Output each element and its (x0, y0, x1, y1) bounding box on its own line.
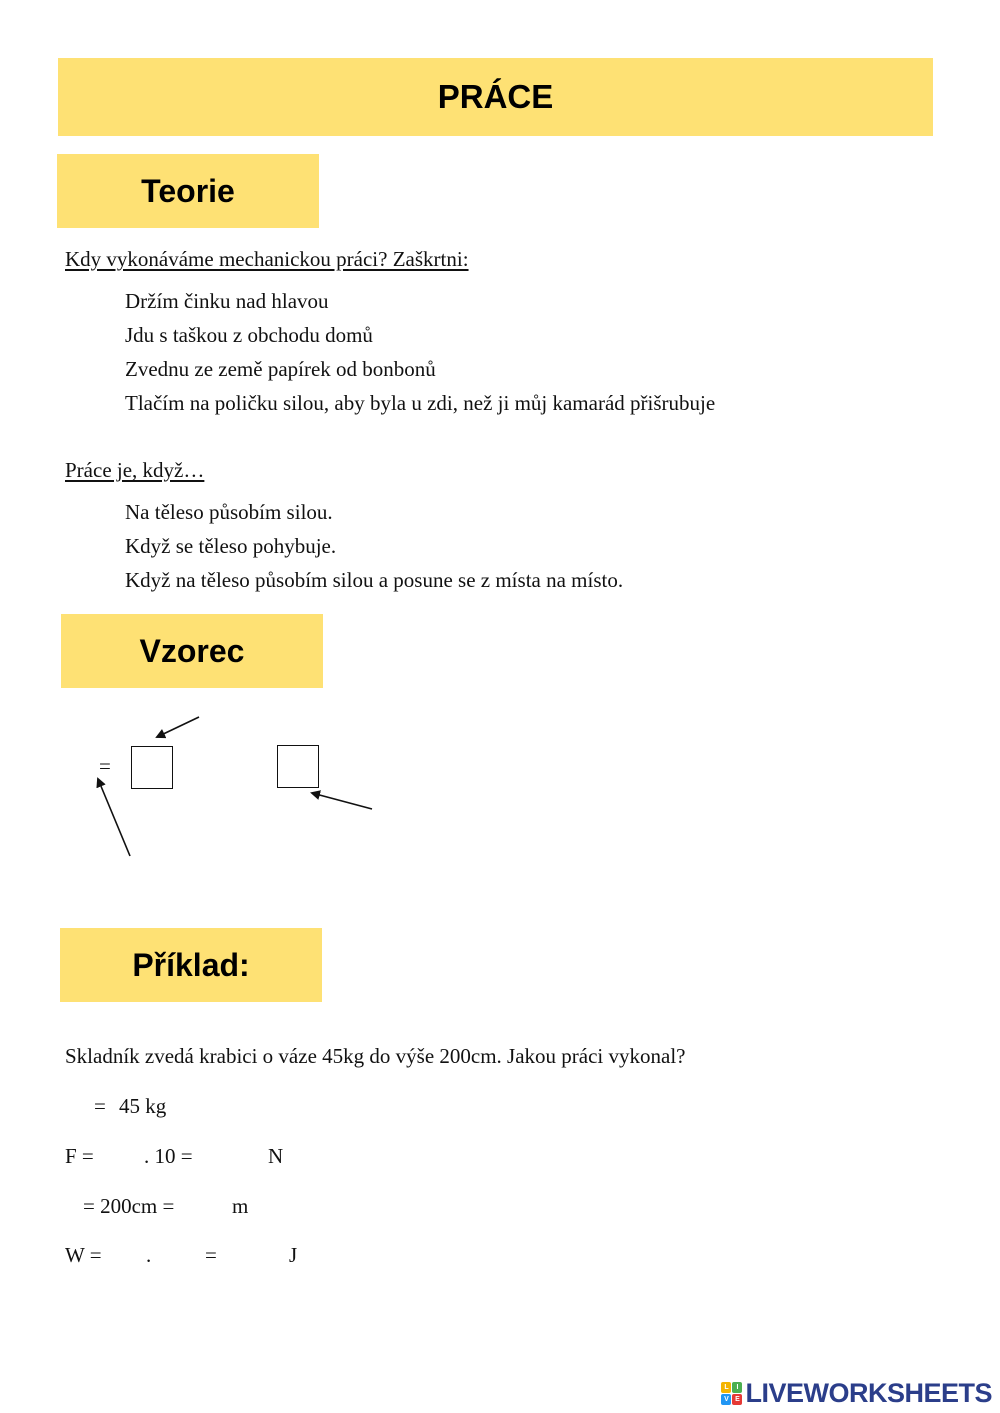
example-line3-unit: m (232, 1194, 249, 1218)
page-title: PRÁCE (58, 58, 933, 136)
question2-option[interactable]: Na těleso působím silou. (125, 500, 333, 524)
question1-prompt: Kdy vykonáváme mechanickou práci? Zaškrtni: (65, 247, 469, 271)
arrow-to-box-1 (157, 717, 199, 737)
question1-option[interactable]: Jdu s taškou z obchodu domů (125, 323, 373, 347)
example-problem: Skladník zvedá krabici o váze 45kg do výše 200cm. Jakou práci vykonal? (65, 1044, 686, 1068)
formula-equals: = (99, 754, 111, 778)
example-line1-value: 45 kg (119, 1094, 167, 1118)
section-heading-teorie: Teorie (57, 154, 319, 228)
example-line2-unit: N (268, 1144, 284, 1168)
question2-prompt: Práce je, když… (65, 458, 205, 482)
example-line4-dot: . (146, 1243, 152, 1267)
question1-option[interactable]: Zvednu ze země papírek od bonbonů (125, 357, 436, 381)
section-heading-vzorec: Vzorec (61, 614, 323, 688)
example-line4-lhs: W = (65, 1243, 102, 1267)
question1-option[interactable]: Držím činku nad hlavou (125, 289, 329, 313)
formula-arrows (0, 700, 420, 870)
question1-option[interactable]: Tlačím na poličku silou, aby byla u zdi, než ji můj kamarád přišrubuje (125, 391, 716, 415)
example-line4-unit: J (289, 1243, 298, 1267)
example-line2-mult: . 10 = (144, 1144, 193, 1168)
liveworksheets-logo (721, 1378, 992, 1409)
logo-icon: L I V E (721, 1382, 742, 1405)
question2-option[interactable]: Když na těleso působím silou a posune se z místa na místo. (125, 568, 624, 592)
arrow-to-equals (98, 779, 130, 856)
example-line2-lhs: F = (65, 1144, 94, 1168)
question2-option[interactable]: Když se těleso pohybuje. (125, 534, 337, 558)
arrow-to-box-2 (312, 793, 372, 809)
logo-text: LIVEWORKSHEETS (745, 1378, 992, 1408)
example-line1-eq: = (94, 1094, 106, 1118)
example-line4-eq: = (205, 1243, 217, 1267)
section-heading-priklad: Příklad: (60, 928, 322, 1002)
example-line3-eq: = 200cm = (83, 1194, 175, 1218)
